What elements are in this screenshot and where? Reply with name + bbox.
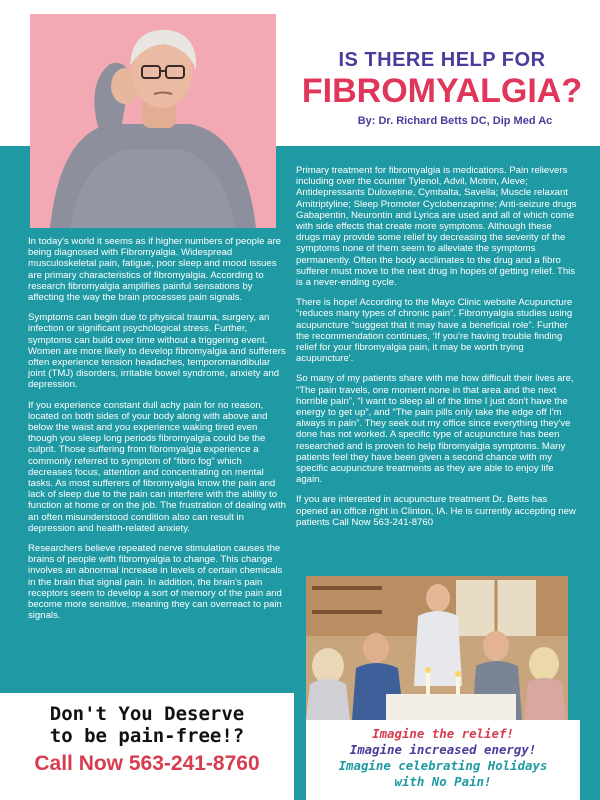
cta-phone-number[interactable]: Call Now 563-241-8760 — [34, 752, 260, 775]
headline-line-1: IS THERE HELP FOR — [338, 49, 546, 71]
left-paragraph-4: Researchers believe repeated nerve stimulation causes the brains of people with fibromyalgia to change. This change involves an abnormal increase in levels of certain chemicals in the brain that signal pain. In addition, the brain's pain receptors seem to develop a sort of memory of the pain and become more sensitive, meaning they can overreact to pain signals. — [28, 543, 283, 622]
woman-photo-illustration — [30, 14, 276, 228]
left-column-text — [28, 236, 286, 631]
headline — [284, 48, 600, 110]
headline-line-2: FIBROMYALGIA? — [301, 72, 583, 110]
left-paragraph-3: If you experience constant dull achy pain for no reason, located on both sides of your body along with above and below the waist and you experience waking tired even though you sleep long periods fibromyalgia could be the culprit. Those suffering from fibromyalgia experience a commonly referred to symptom of “fibro fog” which decreases focus, attention and concentrating on mental tasks. As most sufferers of fibromyalgia know the pain and lack of sleep due to the pain can interfere with the ability to function at home or on the job. The frustration of dealing with an often misunderstood condition also can result in depression and health-related anxiety. — [28, 399, 286, 534]
cta-question-line-1: Don't You Deserve — [49, 703, 245, 725]
left-paragraph-2: Symptoms can begin due to physical trauma, surgery, an infection or significant psychological stress. Further, symptoms can build over time without a triggering event. Women are more likely to develop fibromyalgia and sufferers often experience tension headaches, temporomandibular joint (TMJ) disorders, irritable bowel syndrome, anxiety and depression. — [28, 312, 286, 391]
right-paragraph-4: If you are interested in acupuncture treatment Dr. Betts has opened an office right in Clinton, IA. He is currently accepting new patients Call Now 563-241-8760 — [296, 494, 576, 528]
imagine-line-2: Imagine increased energy! — [349, 742, 537, 757]
right-paragraph-3: So many of my patients share with me how difficult their lives are, “The pain travels, one moment none in that area and the next horrible pain”, “I want to sleep all of the time I just don't have the energy to get up”, and “The pain pills only take the edge off I'm always in pain”. They seek out my office since everything they've done has not worked. A specific type of acupuncture has been researched and is proven to help fibromyalgia symptoms. Many patients feel they have been given a second chance with my specific acupuncture treatments as they are able to enjoy life again. — [296, 373, 574, 486]
right-column-text — [296, 165, 578, 537]
left-paragraph-1: In today's world it seems as if higher numbers of people are being diagnosed with Fibromyalgia. Widespread musculoskeletal pain, fatigue, poor sleep and mood issues are primary characteristics of fibromyalgia. According to research fibromyalgia amplifies painful sensations by affecting the way the brain processes pain signals. — [28, 236, 281, 304]
imagine-line-4: with No Pain! — [394, 774, 492, 789]
cta-question-line-2: to be pain-free!? — [49, 725, 245, 747]
imagine-box — [306, 720, 580, 800]
imagine-line-1: Imagine the relief! — [372, 726, 514, 741]
call-to-action-box — [0, 693, 294, 800]
family-photo-illustration — [306, 576, 568, 720]
woman-neck-pain-photo — [30, 14, 276, 228]
imagine-line-3: Imagine celebrating Holidays — [338, 758, 548, 773]
author-byline: By: Dr. Richard Betts DC, Dip Med Ac — [357, 115, 553, 127]
family-dinner-photo — [306, 576, 568, 720]
right-paragraph-2: There is hope! According to the Mayo Clinic website Acupuncture “reduces many types of chronic pain”. Fibromyalgia studies using acupuncture “suggest that it may have a beneficial role”. Further the recommendation continues, ‘If you're having trouble finding relief for your fibromyalgia pain, it may be worth trying acupuncture'. — [296, 297, 573, 365]
right-paragraph-1: Primary treatment for fibromyalgia is medications. Pain relievers including over the counter Tylenol, Advil, Motrin, Aleve; Antidepressants Duloxetine, Cymbalta, Savella; Muscle relaxant Amitriptyline; Sleep Promoter Cyclobenzaprine; Anti-seizure drugs Gabapentin, Neurontin and Lyrica are used and all of which come with side effects that create more symptoms. Although these drugs may provide some relief by decreasing the severity of the symptoms none of them seem to alleviate the symptoms permanently. Often the body acclimates to the drug and a fibro sufferer must move to the next drug in hopes of getting relief. This is a never-ending cycle. — [296, 165, 577, 289]
